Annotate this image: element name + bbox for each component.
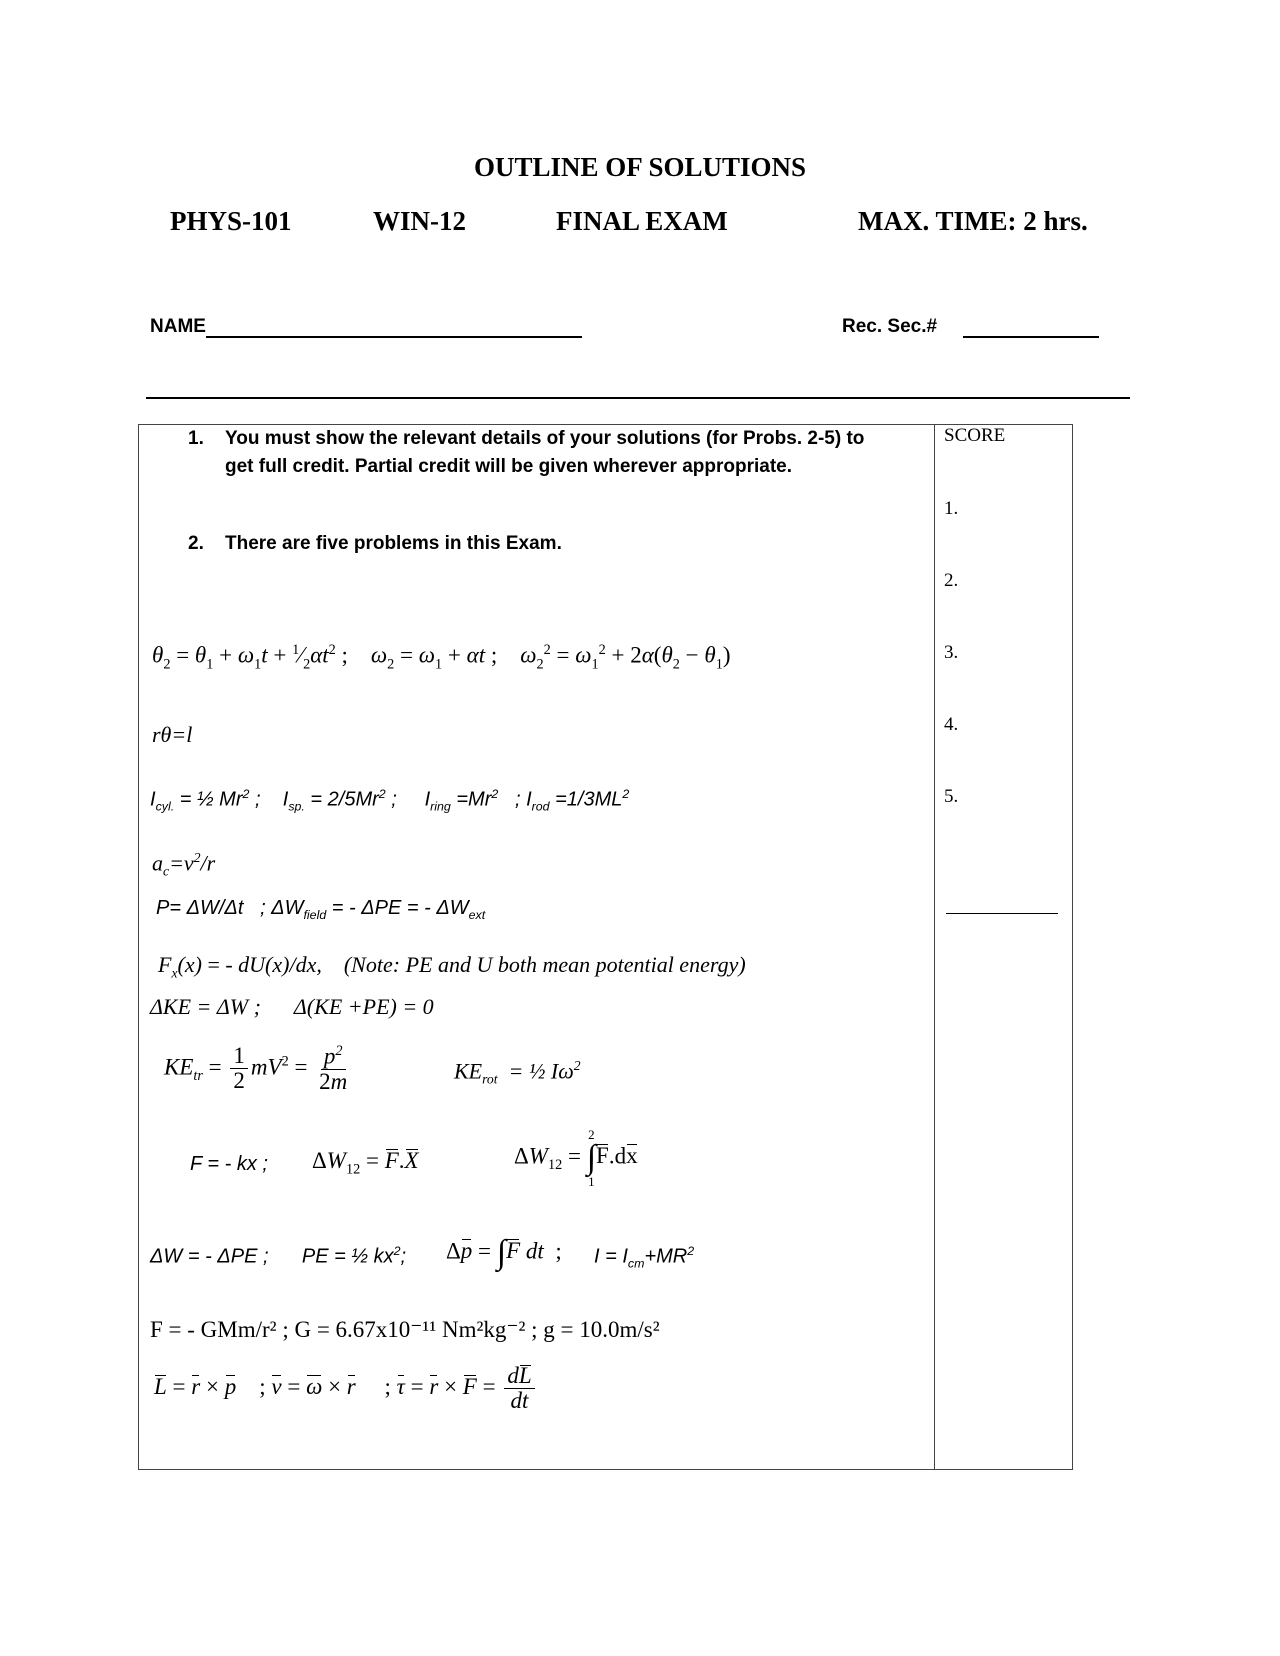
name-label: NAME <box>150 316 206 337</box>
formula-moments-of-inertia: $I_{cyl.}$ = ½ Mr$^2$ ; $I_{sp.} = 2/5Mr^2$ ; $I_{ring} =Mr^2$ ; $I_{rod} =1/3ML^2$ <box>150 787 630 814</box>
formula-arc-length: rθ=l <box>152 722 193 747</box>
score-divider <box>934 424 935 1470</box>
potential-energy-note: (Note: PE and U both mean potential energy) <box>343 952 746 977</box>
header-rule <box>146 397 1130 399</box>
name-line[interactable] <box>206 320 582 338</box>
formula-work-integral: $\Delta W_{12}$ = 2 ∫ 1 F.dx <box>514 1127 638 1189</box>
formula-potential-energy: ΔW = - ΔPE ; PE = ½ $kx^2$; <box>150 1244 407 1268</box>
instruction-2-number: 2. <box>188 533 204 554</box>
term: WIN-12 <box>373 206 466 236</box>
score-item-4: 4. <box>944 714 959 735</box>
formula-parallel-axis: $I = I_{cm}+MR^2$ <box>594 1244 695 1271</box>
score-item-1: 1. <box>944 498 959 519</box>
course-code: PHYS-101 <box>170 206 292 236</box>
formula-angular-momentum: L = r × p ; v = ω × r ; τ = r × F = $\frac{dL}{dt}$ <box>154 1364 538 1413</box>
score-item-5: 5. <box>944 786 959 807</box>
exam-type: FINAL EXAM <box>556 206 728 236</box>
formula-gravitation: F = - GMm/r² ; G = 6.67x10⁻¹¹ Nm²kg⁻² ; g = 10.0m/s² <box>150 1317 660 1342</box>
formula-impulse: Δp = ∫F dt ; <box>446 1234 562 1271</box>
formula-rotational-kinematics: $\theta_2 = \theta_1 + \omega_1t$ + $^1⁄_2\alpha t^2$ ; $\omega_2 = \omega_1 + \alpha t$ ; $\omega_2^2 = \omega_1^2 + 2\alpha(\theta_2 - \theta_1)$ <box>152 642 731 673</box>
formula-power-work: P= ΔW/Δt ; $\Delta W_{field}$ = - ΔPE = - $\Delta W_{ext}$ <box>156 897 486 922</box>
formula-centripetal-acceleration: $a_c=v^2/r$ <box>152 850 216 879</box>
score-item-3: 3. <box>944 642 959 663</box>
formula-kinetic-energy: $KE_{tr}$ = $\frac{1}{2}$ $mV^2$ = $\frac{p^2}{2m}$ <box>164 1043 348 1094</box>
score-item-2: 2. <box>944 570 959 591</box>
instruction-1-line1: You must show the relevant details of your solutions (for Probs. 2-5) to <box>225 428 865 449</box>
instruction-1-line2: get full credit. Partial credit will be given wherever appropriate. <box>225 456 792 477</box>
score-total-line[interactable] <box>946 913 1058 914</box>
max-time: MAX. TIME: 2 hrs. <box>858 206 1088 236</box>
formula-force-potential: $F_x(x)$ = - dU(x)/dx, (Note: PE and U both mean potential energy) <box>158 952 746 981</box>
rec-sec-field[interactable] <box>842 316 1099 338</box>
rec-sec-label: Rec. Sec.# <box>842 316 938 337</box>
formula-spring-force: F = - kx ; <box>190 1153 268 1175</box>
page-title: OUTLINE OF SOLUTIONS <box>473 152 807 182</box>
formula-work-dot: $\Delta W_{12} = F.X$ <box>312 1148 419 1178</box>
instruction-box <box>138 424 1073 1470</box>
instruction-1-number: 1. <box>188 428 204 449</box>
rec-sec-line[interactable] <box>963 320 1099 338</box>
name-field[interactable] <box>150 316 582 338</box>
formula-rotational-ke: $KE_{rot}$ = ½ $I\omega^2$ <box>454 1058 581 1087</box>
instruction-2-text: There are five problems in this Exam. <box>225 533 562 554</box>
score-header: SCORE <box>944 425 1006 446</box>
formula-work-energy: ΔKE = ΔW ; Δ(KE +PE) = 0 <box>150 994 434 1019</box>
